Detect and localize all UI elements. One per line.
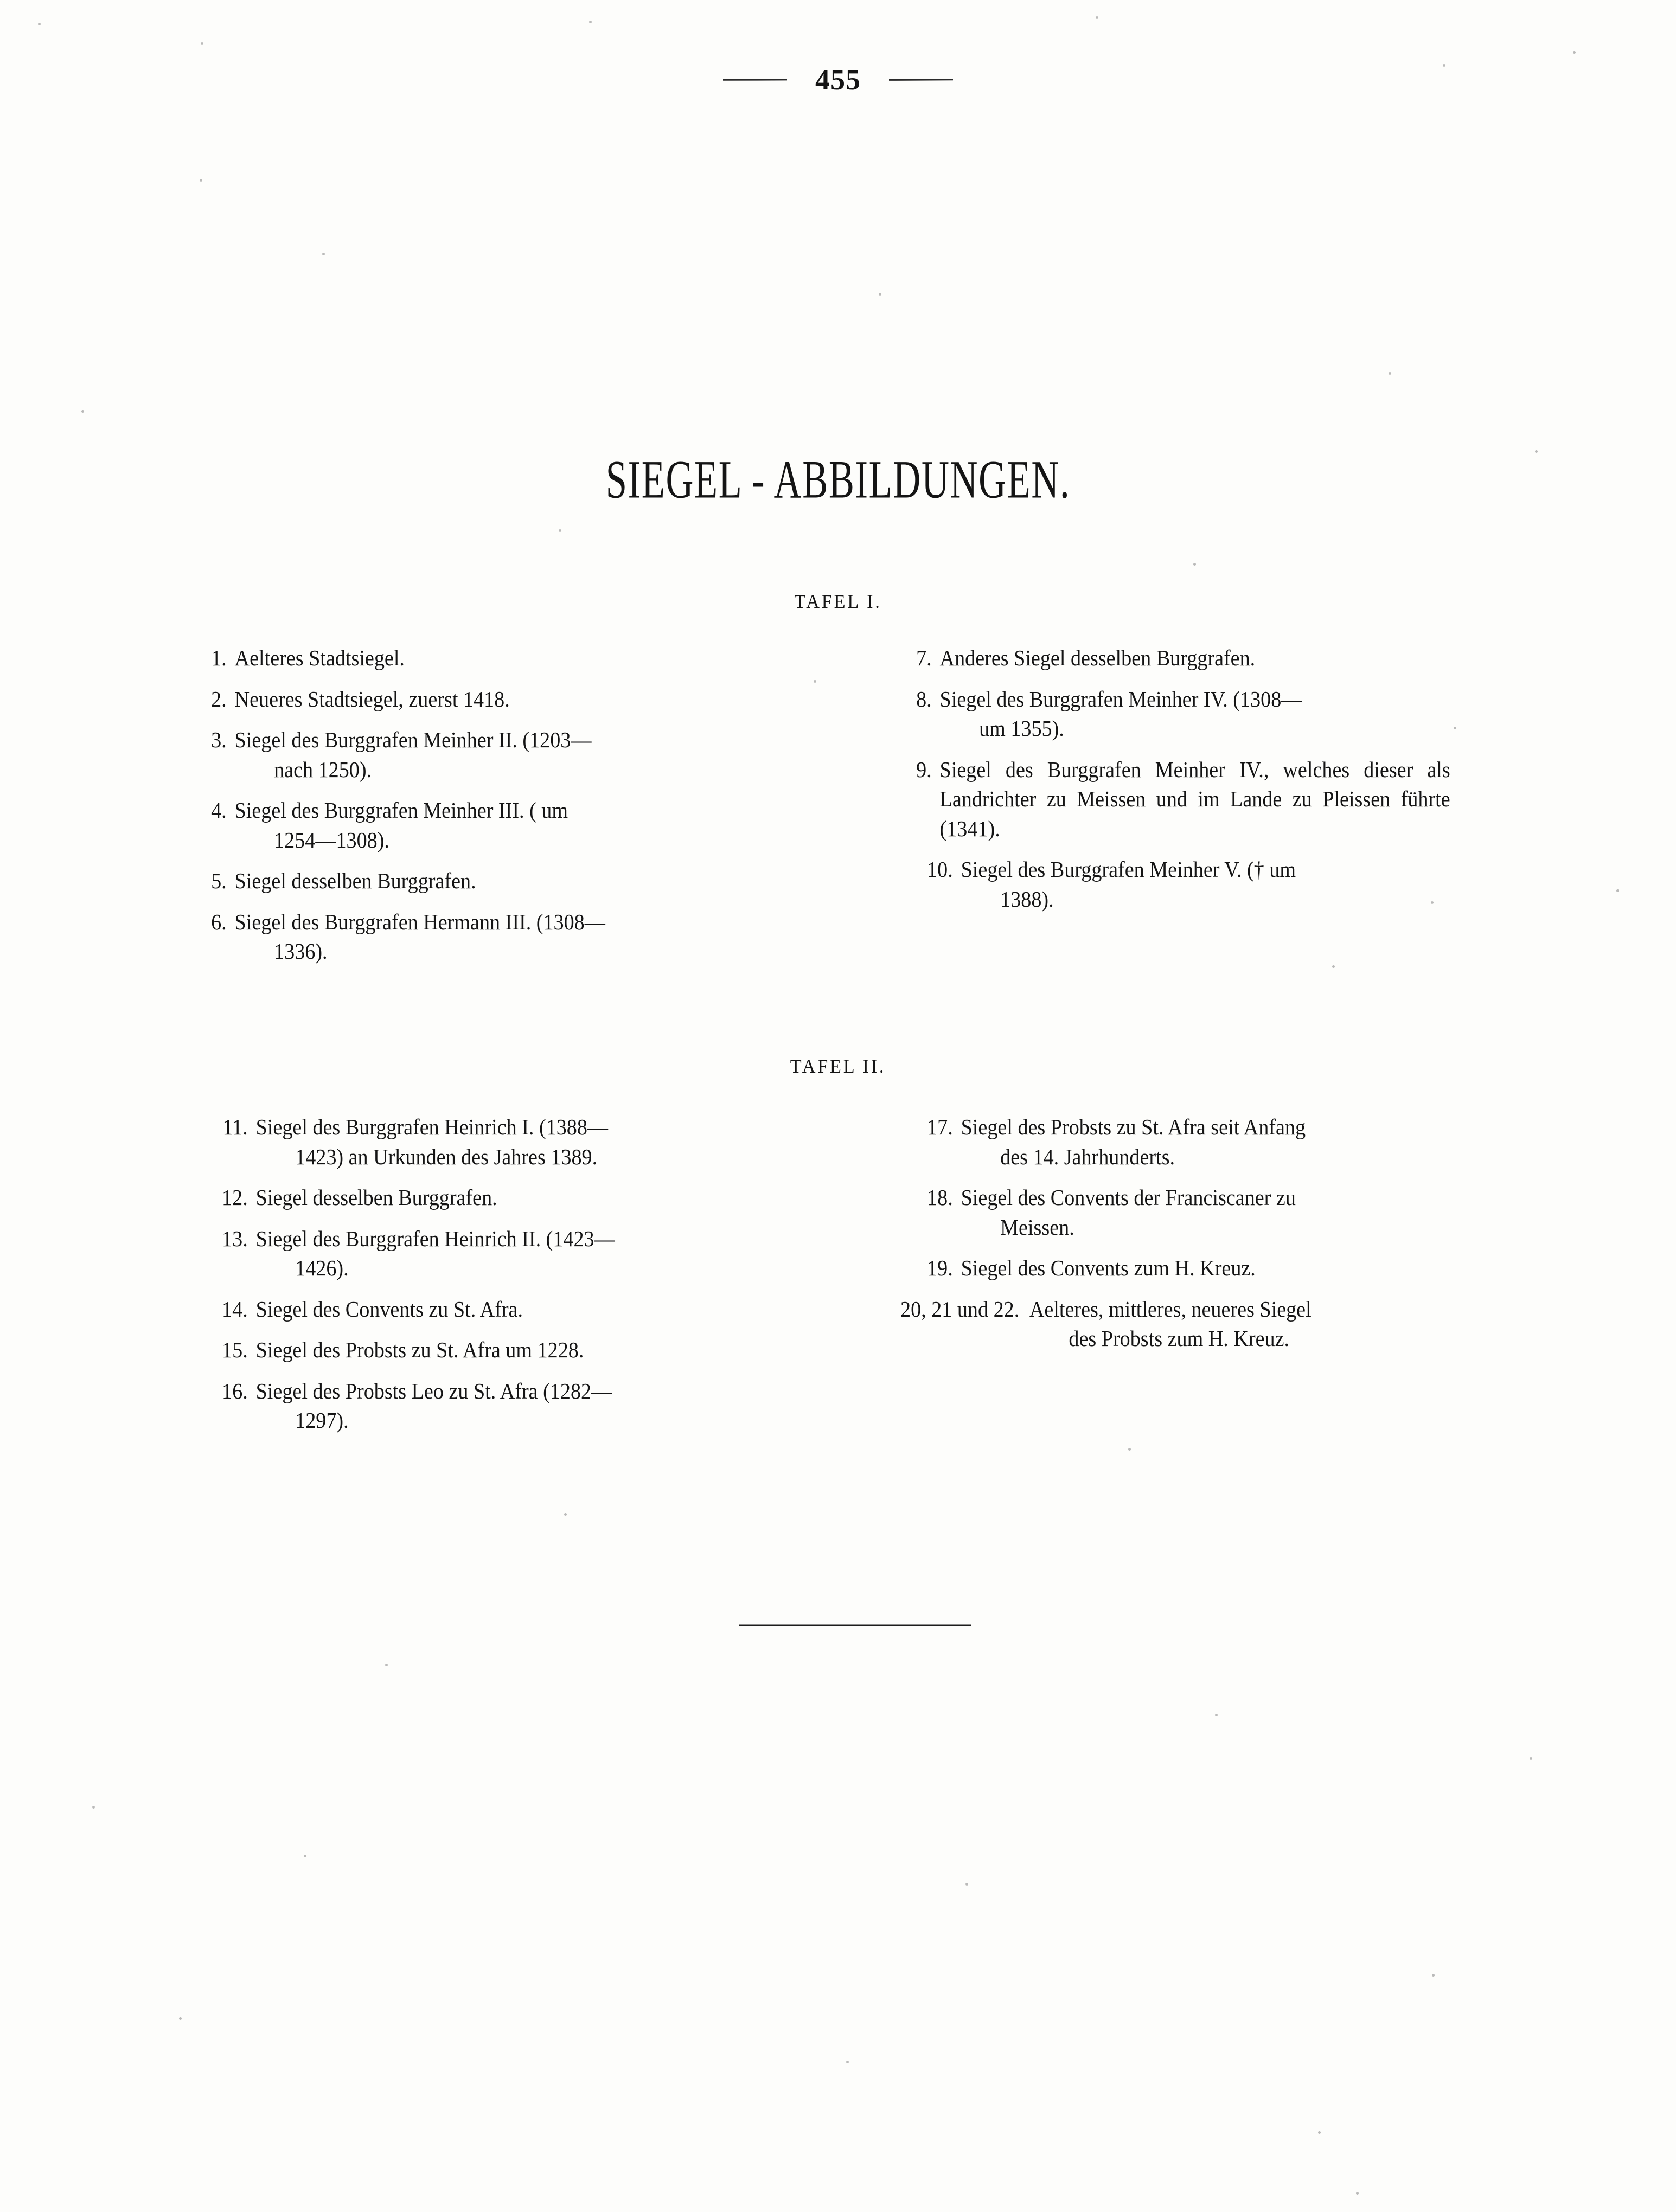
item-text — [961, 1112, 1450, 1171]
item-text: Siegel desselben Burggrafen. — [255, 1185, 497, 1210]
item-number: 16. — [222, 1378, 248, 1403]
item-text — [256, 1224, 756, 1283]
list-item — [195, 684, 755, 714]
list-item — [195, 1376, 755, 1435]
list-item — [195, 725, 755, 784]
item-text-continuation: 1423) an Urkunden des Jahres 1389. — [295, 1144, 598, 1169]
list-item — [900, 684, 1450, 743]
list-item — [195, 866, 755, 896]
list-item — [195, 907, 755, 966]
plate-1-left-column — [195, 643, 830, 978]
item-text — [235, 796, 756, 855]
item-number: 1. — [211, 645, 227, 670]
rule-right-decoration — [889, 79, 953, 81]
item-text: Aelteres Stadtsiegel. — [234, 645, 405, 670]
plate-2-left-column — [195, 1112, 830, 1447]
list-item — [195, 1294, 755, 1324]
list-item — [195, 1112, 755, 1171]
item-text-line: Siegel des Burggrafen Meinher III. ( um — [234, 798, 568, 823]
item-number: 9. — [916, 756, 932, 782]
list-item — [195, 1183, 755, 1213]
item-text-continuation: 1297). — [295, 1408, 349, 1433]
item-number: 19. — [927, 1255, 953, 1281]
item-text-continuation: Meissen. — [1000, 1214, 1074, 1240]
item-text-line: Siegel des Burggrafen Meinher IV. (1308— — [939, 686, 1302, 711]
item-text — [961, 1183, 1450, 1242]
list-item — [195, 643, 755, 673]
two-column-layout — [0, 1112, 1676, 1447]
item-text-line: Siegel des Burggrafen Hermann III. (1308— — [234, 909, 605, 934]
list-item — [900, 855, 1450, 914]
item-text-line: Siegel des Burggrafen Meinher II. (1203— — [234, 727, 592, 753]
item-text — [1029, 1294, 1450, 1354]
list-item — [195, 796, 755, 855]
item-number: 11. — [222, 1114, 248, 1139]
item-number: 10. — [927, 857, 953, 882]
item-number: 17. — [927, 1114, 953, 1139]
item-text-continuation: 1426). — [295, 1255, 349, 1281]
item-number: 8. — [916, 686, 932, 711]
item-text: Siegel des Convents zum H. Kreuz. — [961, 1255, 1256, 1281]
item-text-continuation: 1254—1308). — [274, 827, 389, 852]
item-text-line: Siegel des Burggrafen Heinrich II. (1423— — [255, 1226, 615, 1251]
item-number: 3. — [211, 727, 227, 753]
list-item — [900, 755, 1450, 844]
item-number: 12. — [222, 1185, 248, 1210]
plate-1-right-column — [830, 643, 1492, 925]
running-head — [0, 65, 1676, 94]
item-number: 2. — [211, 686, 227, 711]
item-text-line: Siegel des Convents der Franciscaner zu — [961, 1185, 1296, 1210]
two-column-layout — [0, 643, 1676, 978]
item-text-line: Siegel des Probsts Leo zu St. Afra (1282— — [255, 1378, 612, 1403]
list-item — [900, 1112, 1450, 1171]
item-text: Siegel des Probsts zu St. Afra um 1228. — [255, 1337, 584, 1363]
item-number: 20, 21 und 22. — [900, 1296, 1020, 1322]
plate-2-right-column — [830, 1112, 1492, 1365]
item-text-continuation: 1388). — [1000, 886, 1054, 912]
item-text-line: Siegel des Burggrafen Heinrich I. (1388— — [255, 1114, 609, 1139]
item-number: 18. — [927, 1185, 953, 1210]
item-text: Siegel des Burggrafen Meinher IV., welches dieser als Landrichter zu Meissen und im Lande zu Pleissen führte (1341). — [939, 756, 1450, 841]
item-text: Anderes Siegel desselben Burggrafen. — [939, 645, 1256, 670]
section-divider-rule — [739, 1625, 971, 1626]
item-text-line: Aelteres, mittleres, neueres Siegel — [1029, 1296, 1312, 1322]
plate-section-1 — [0, 643, 1676, 978]
rule-left-decoration — [723, 79, 787, 81]
list-item — [900, 1294, 1450, 1354]
item-text — [961, 855, 1450, 914]
page-number: 455 — [815, 63, 861, 96]
item-text-continuation: des 14. Jahrhunderts. — [1000, 1144, 1175, 1169]
list-item — [900, 1183, 1450, 1242]
item-text-line: Siegel des Probsts zu St. Afra seit Anfang — [961, 1114, 1306, 1139]
item-text-continuation: 1336). — [274, 939, 328, 964]
item-text — [235, 907, 756, 966]
item-number: 15. — [222, 1337, 248, 1363]
item-text — [940, 684, 1450, 743]
item-text-continuation: des Probsts zum H. Kreuz. — [1069, 1326, 1290, 1351]
item-text — [235, 725, 756, 784]
list-item — [900, 643, 1450, 673]
list-item — [195, 1335, 755, 1365]
plate-section-2 — [0, 1112, 1676, 1447]
item-number: 7. — [916, 645, 932, 670]
list-item — [900, 1253, 1450, 1283]
item-text: Siegel desselben Burggrafen. — [234, 868, 476, 894]
item-number: 6. — [211, 909, 227, 934]
page-title: SIEGEL - ABBILDUNGEN. — [605, 448, 1071, 510]
item-text-continuation: nach 1250). — [274, 756, 372, 782]
item-text-continuation: um 1355). — [979, 716, 1064, 741]
item-text: Siegel des Convents zu St. Afra. — [255, 1296, 523, 1322]
plate-heading-1: TAFEL I. — [794, 591, 882, 612]
item-text-line: Siegel des Burggrafen Meinher V. († um — [961, 857, 1296, 882]
item-text: Neueres Stadtsiegel, zuerst 1418. — [234, 686, 510, 711]
item-number: 4. — [211, 798, 227, 823]
plate-heading-2: TAFEL II. — [790, 1055, 886, 1077]
item-number: 14. — [222, 1296, 248, 1322]
item-number: 5. — [211, 868, 227, 894]
item-number: 13. — [222, 1226, 248, 1251]
list-item — [195, 1224, 755, 1283]
item-text — [256, 1376, 756, 1435]
item-text — [256, 1112, 756, 1171]
